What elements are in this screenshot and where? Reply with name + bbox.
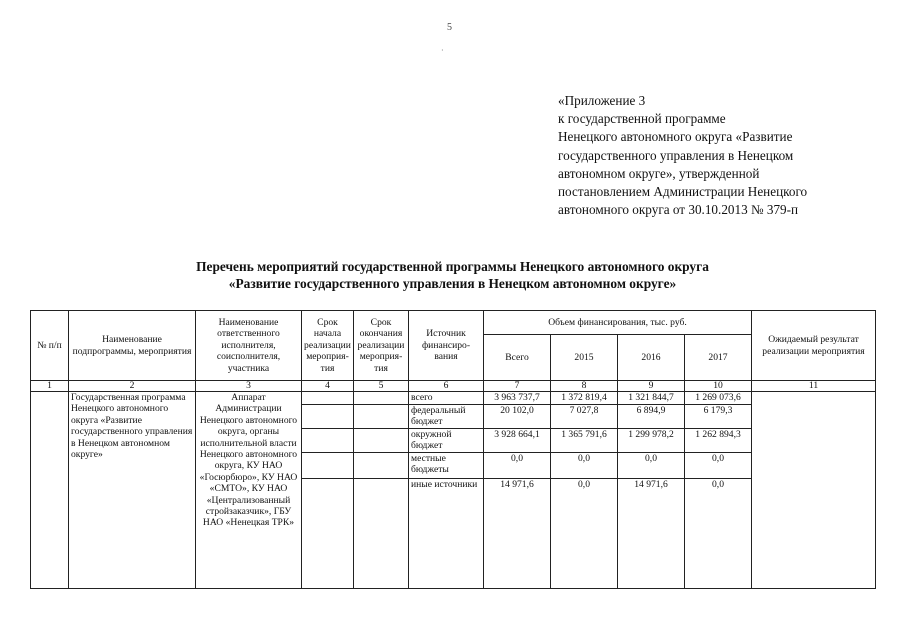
page-mark: · <box>441 46 444 55</box>
title-line-2: «Развитие государственного управления в Ненецком автономном округе» <box>228 276 677 291</box>
value-2017-cell: 6 179,3 <box>685 405 752 429</box>
col-number: 5 <box>354 381 409 392</box>
appendix-note: «Приложение 3 к государственной программе Ненецкого автономного округа «Развитие государственного управления в Ненецком автономном округе», утвержденной постановлением Администрации Ненецкого автономного округа от 30.10.2013 № 379-п <box>558 93 808 218</box>
source-cell: федеральный бюджет <box>409 405 484 429</box>
source-cell: окружной бюджет <box>409 429 484 453</box>
page-number: 5 <box>447 22 452 33</box>
start-cell <box>302 429 354 453</box>
end-cell <box>354 453 409 479</box>
col-number: 4 <box>302 381 354 392</box>
col-number: 9 <box>618 381 685 392</box>
value-2016-cell: 0,0 <box>618 453 685 479</box>
col-number: 7 <box>484 381 551 392</box>
start-cell <box>302 392 354 405</box>
col-number: 10 <box>685 381 752 392</box>
value-2015-cell: 0,0 <box>551 479 618 589</box>
column-number-row <box>31 381 876 392</box>
value-2017-cell: 1 269 073,6 <box>685 392 752 405</box>
title-line-1: Перечень мероприятий государственной программы Ненецкого автономного округа <box>196 259 709 274</box>
start-cell <box>302 405 354 429</box>
value-2017-cell: 0,0 <box>685 453 752 479</box>
total-cell: 3 963 737,7 <box>484 392 551 405</box>
header-total: Всего <box>484 335 551 381</box>
header-funding: Объем финансирования, тыс. руб. <box>484 311 752 335</box>
source-cell: всего <box>409 392 484 405</box>
col-number: 1 <box>31 381 69 392</box>
header-2016: 2016 <box>618 335 685 381</box>
source-cell: иные источники <box>409 479 484 589</box>
header-2017: 2017 <box>685 335 752 381</box>
value-2016-cell: 14 971,6 <box>618 479 685 589</box>
value-2016-cell: 6 894,9 <box>618 405 685 429</box>
col-number: 6 <box>409 381 484 392</box>
header-num: № п/п <box>31 311 69 381</box>
program-name-cell: Государственная программа Ненецкого автономного округа «Развитие государственного управления в Ненецком автономном округе» <box>69 392 196 589</box>
table-row <box>31 392 876 405</box>
col-number: 2 <box>69 381 196 392</box>
header-name: Наименование подпрограммы, мероприятия <box>69 311 196 381</box>
value-2017-cell: 1 262 894,3 <box>685 429 752 453</box>
value-2016-cell: 1 321 844,7 <box>618 392 685 405</box>
start-cell <box>302 479 354 589</box>
value-2015-cell: 7 027,8 <box>551 405 618 429</box>
value-2017-cell: 0,0 <box>685 479 752 589</box>
value-2015-cell: 1 372 819,4 <box>551 392 618 405</box>
row-number-cell <box>31 392 69 589</box>
header-executor: Наименование ответственного исполнителя, соисполнителя, участника <box>196 311 302 381</box>
total-cell: 20 102,0 <box>484 405 551 429</box>
header-end: Срок окончания реализации мероприя-тия <box>354 311 409 381</box>
total-cell: 14 971,6 <box>484 479 551 589</box>
end-cell <box>354 429 409 453</box>
executor-cell: Аппарат Администрации Ненецкого автономного округа, органы исполнительной власти Ненецкого автономного округа, КУ НАО «Госюрбюро», КУ НАО «СМТО», КУ НАО «Централизованный стройзаказчик», ГБУ НАО «Ненецкая ТРК» <box>196 392 302 589</box>
source-cell: местные бюджеты <box>409 453 484 479</box>
value-2015-cell: 1 365 791,6 <box>551 429 618 453</box>
end-cell <box>354 405 409 429</box>
activities-table <box>30 310 876 589</box>
value-2016-cell: 1 299 978,2 <box>618 429 685 453</box>
value-2015-cell: 0,0 <box>551 453 618 479</box>
header-result: Ожидаемый результат реализации мероприятия <box>752 311 876 381</box>
total-cell: 3 928 664,1 <box>484 429 551 453</box>
col-number: 3 <box>196 381 302 392</box>
document-title <box>0 258 905 292</box>
total-cell: 0,0 <box>484 453 551 479</box>
start-cell <box>302 453 354 479</box>
result-cell <box>752 392 876 589</box>
end-cell <box>354 392 409 405</box>
header-source: Источник финансиро-вания <box>409 311 484 381</box>
header-2015: 2015 <box>551 335 618 381</box>
header-start: Срок начала реализации мероприя-тия <box>302 311 354 381</box>
col-number: 8 <box>551 381 618 392</box>
end-cell <box>354 479 409 589</box>
col-number: 11 <box>752 381 876 392</box>
